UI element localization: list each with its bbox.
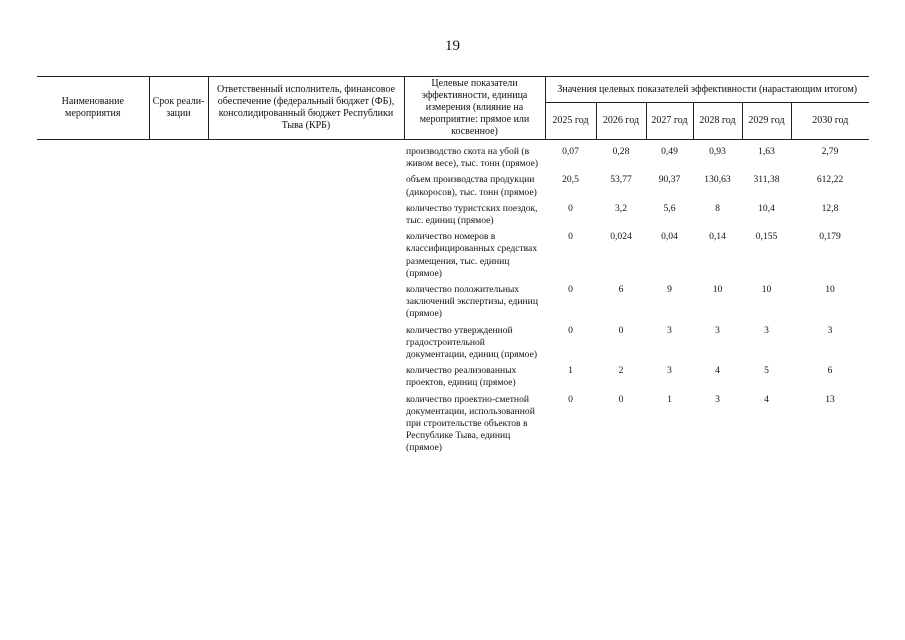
value-cell: 2,79 (821, 146, 839, 157)
header-executor: Ответственный исполнитель, финансовое обеспечение (федеральный бюджет (ФБ), консолидированный бюджет Республики Тыва (КРБ) (208, 77, 404, 140)
value-cell: 1,63 (758, 146, 775, 157)
value-cell: 0 (568, 284, 573, 296)
value-cell: 0,93 (709, 146, 726, 157)
header-indicators: Целевые показатели эффективности, единица измерения (влияние на мероприятие: прямое или косвенное) (404, 77, 545, 140)
indicator-cell: количество туристских поездок, тыс. единиц (прямое) (406, 202, 538, 227)
table-row (37, 325, 869, 366)
value-cell: 1 (568, 365, 573, 377)
header-name: Наименование мероприятия (37, 77, 149, 140)
value-cell: 9 (667, 284, 672, 296)
value-cell: 0 (568, 393, 573, 405)
table-row (37, 231, 869, 284)
value-cell: 5 (764, 365, 769, 377)
table-row (37, 284, 869, 325)
value-cell: 0,179 (819, 231, 841, 243)
value-cell: 10 (712, 284, 723, 296)
value-cell: 3 (827, 324, 833, 336)
value-cell: 5,6 (663, 202, 676, 214)
value-cell: 6 (827, 365, 833, 377)
value-cell: 10,4 (758, 202, 775, 214)
value-cell: 4 (764, 393, 769, 405)
indicator-cell: количество положительных заключений экспертизы, единиц (прямое) (406, 284, 538, 320)
value-cell: 3 (715, 324, 720, 336)
value-cell: 12,8 (821, 202, 839, 214)
value-cell: 13 (825, 393, 835, 405)
header-year-2028: 2028 год (693, 103, 742, 140)
table-row (37, 146, 869, 174)
value-cell: 3 (667, 365, 672, 377)
header-year-2025: 2025 год (545, 103, 596, 140)
header-year-2029: 2029 год (742, 103, 791, 140)
value-cell: 6 (618, 284, 624, 296)
indicator-cell: производство скота на убой (в живом весе), тыс. тонн (прямое) (406, 146, 539, 170)
value-cell: 612,22 (816, 174, 844, 186)
value-cell: 0,024 (610, 231, 632, 243)
header-year-2027: 2027 год (646, 103, 693, 140)
value-cell: 20,5 (562, 174, 579, 186)
value-cell: 0,07 (562, 146, 579, 157)
indicator-cell: объем производства продукции (дикоросов), тыс. тонн (прямое) (406, 174, 537, 198)
value-cell: 3,2 (615, 202, 627, 214)
indicator-cell: количество реализованных проектов, единиц (прямое) (406, 365, 517, 389)
value-cell: 90,37 (658, 174, 681, 186)
indicators-table (37, 76, 869, 459)
value-cell: 0 (618, 324, 624, 336)
table-row (37, 174, 869, 202)
value-cell: 10 (761, 284, 772, 296)
indicator-cell: количество номеров в классифицированных средствах размещения, тыс. единиц (прямое) (406, 231, 538, 279)
value-cell: 0,155 (755, 231, 778, 243)
value-cell: 8 (715, 202, 720, 214)
value-cell: 53,77 (610, 174, 632, 186)
value-cell: 0,28 (612, 146, 630, 157)
value-cell: 130,63 (704, 174, 731, 186)
header-term: Срок реали-зации (149, 77, 208, 140)
value-cell: 3 (715, 393, 720, 405)
value-cell: 0 (568, 324, 573, 336)
table-row (37, 365, 869, 393)
indicator-cell: количество проектно-сметной документации, использованной при строительстве объектов в Республике Тыва, единиц (прямое) (406, 393, 535, 454)
value-cell: 0 (618, 393, 624, 405)
value-cell: 4 (715, 365, 720, 377)
value-cell: 0,49 (661, 146, 678, 157)
value-cell: 2 (618, 365, 624, 377)
indicator-cell: количество утвержденной градостроительной документации, единиц (прямое) (406, 324, 538, 361)
value-cell: 0 (568, 202, 573, 214)
header-values: Значения целевых показателей эффективности (нарастающим итогом) (545, 77, 869, 103)
value-cell: 1 (667, 393, 672, 405)
page-number: 19 (445, 38, 460, 54)
table-row (37, 203, 869, 231)
value-cell: 311,38 (753, 174, 780, 186)
header-year-2030: 2030 год (791, 103, 869, 140)
value-cell: 3 (667, 324, 672, 336)
value-cell: 0 (568, 231, 573, 243)
header-year-2026: 2026 год (596, 103, 646, 140)
table-row (37, 394, 869, 459)
value-cell: 0,14 (709, 231, 726, 243)
value-cell: 0,04 (661, 231, 678, 243)
value-cell: 3 (764, 324, 769, 336)
value-cell: 10 (825, 284, 835, 296)
